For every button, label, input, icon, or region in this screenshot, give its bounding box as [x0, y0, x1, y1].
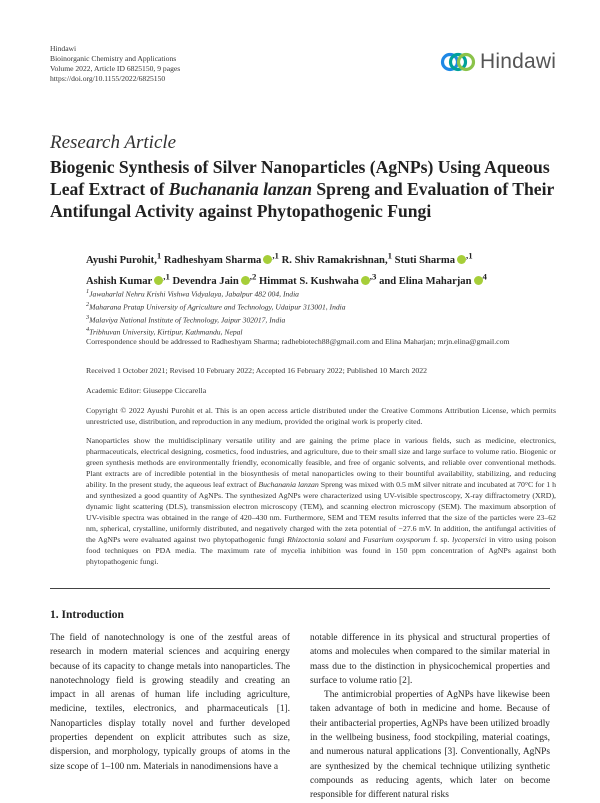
title-part-1: Biogenic Synthesis of Silver Nanoparticles (AgNPs) Using Aqueous Leaf Extract of — [50, 157, 550, 199]
abstract: Nanoparticles show the multidisciplinary versatile utility and are gaining the prime place in various fields, such as medicine, electronics, pharmaceuticals, electrical designing, cosmetics, food industries, and agriculture, due to their small size and large surface to volume ratio. Biogenic or green synthesis methods are environmentally friendly, economically feasible, and free of organic solvents, and reliable over conventional methods. Plant extracts are of incredible potential in the biosynthesis of metal nanoparticles owing to their bountiful availability, stabilizing, and reducing ability. In the present study, the aqueous leaf extract of Buchanania lanzan Spreng was mixed with 0.5 mM silver nitrate and incubated at 70°C for 1 h and synthesized a good quantity of AgNPs. The synthesized AgNPs were characterized using UV-visible spectroscopy, X-ray diffractometry (XRD), dynamic light scattering (DLS), transmission electron microscopy (TEM), and scanning electron microscopy (SEM). The maximum absorption of UV-visible spectra was obtained in the range of 420–430 nm. Furthermore, SEM and TEM results inferred that the size of the particles were 23–62 nm, spherical, crystalline, uniformly distributed, and negatively charged with the zeta potential of −27.6 mV. In addition, the antifungal activities of the AgNPs were evaluated against two phytopathogenic fungi Rhizoctonia solani and Fusarium oxysporum f. sp. lycopersici in vitro using poison food techniques on PDA media. The maximum rate of mycelia inhibition was found in 150 ppm concentration of AgNPs against both phytopathogenic fungi. — [86, 436, 556, 566]
orcid-icon[interactable] — [241, 276, 250, 285]
paper-title — [50, 156, 570, 222]
orcid-icon[interactable] — [457, 255, 466, 264]
publication-dates: Received 1 October 2021; Revised 10 February 2022; Accepted 16 February 2022; Published 10 March 2022 — [86, 366, 428, 375]
publisher-name: Hindawi — [50, 44, 77, 53]
copyright-notice: Copyright © 2022 Ayushi Purohit et al. This is an open access article distributed under the Creative Commons Attribution License, which permits unrestricted use, distribution, and reproduction in any medium, provided the original work is properly cited. — [86, 406, 556, 426]
section-divider — [50, 588, 550, 589]
author: Devendra Jain $^{,2}$ — [172, 271, 257, 288]
logo-text: Hindawi — [480, 50, 557, 73]
affiliation: $^2$Maharana Pratap University of Agriculture and Technology, Udaipur 313001, India — [86, 300, 346, 312]
section-heading: 1. Introduction — [50, 609, 124, 621]
hindawi-logo-icon — [440, 47, 476, 77]
intro-column-left — [50, 631, 290, 791]
affiliation: $^3$Malaviya National Institute of Technology, Jaipur 302017, India — [86, 313, 286, 325]
orcid-icon[interactable] — [474, 276, 483, 285]
affiliations — [86, 287, 346, 338]
journal-info — [50, 44, 180, 84]
affiliation: $^4$Tribhuvan University, Kirtipur, Kathmandu, Nepal — [86, 326, 243, 338]
author: Stuti Sharma $^{,1}$ — [394, 250, 473, 266]
publisher-logo — [440, 47, 556, 77]
orcid-icon[interactable] — [361, 276, 370, 285]
author: Ashish Kumar $^{,1}$ — [86, 271, 170, 288]
paragraph: notable difference in its physical and structural properties of atoms and molecules when compared to the similar material in mass due to the distinction in physicochemical properties and surface to volume ratio [2]. — [310, 633, 550, 686]
title-part-2: Spreng and Evaluation of Their Antifungal Activity against Phytopathogenic Fungi — [50, 179, 554, 221]
author: and Elina Maharjan $^4$ — [379, 271, 487, 288]
author: Ayushi Purohit,$^1$ — [86, 250, 162, 266]
author: Radheshyam Sharma $^{,1}$ — [163, 250, 279, 266]
orcid-icon[interactable] — [154, 276, 163, 285]
volume-line: Volume 2022, Article ID 6825150, 9 pages — [50, 64, 181, 73]
paragraph: The antimicrobial properties of AgNPs have likewise been taken advantage of both in medicine and home. Because of their antibacterial properties, AgNPs have been utilized broadly in the wellbeing business, food stockpiling, material coatings, and numerous natural applications [3]. Conventionally, AgNPs are synthesized by the chemical technique utilizing synthetic compounds as reducing agents, which later on become responsible for different natural risks — [310, 690, 550, 801]
author-list — [86, 247, 556, 290]
author: R. Shiv Ramakrishnan,$^1$ — [281, 250, 393, 266]
author: Himmat S. Kushwaha $^{,3}$ — [259, 271, 377, 288]
orcid-icon[interactable] — [263, 255, 272, 264]
intro-column-right — [310, 631, 550, 801]
doi-link[interactable]: https://doi.org/10.1155/2022/6825150 — [50, 74, 166, 83]
journal-name: Bioinorganic Chemistry and Applications — [50, 54, 177, 63]
academic-editor: Academic Editor: Giuseppe Ciccarella — [86, 386, 207, 395]
title-species: Buchanania lanzan — [168, 179, 312, 199]
paragraph: The field of nanotechnology is one of the zestful areas of research in modern material sciences and acquiring energy because of its capacity to change metals into nanoparticles. The nanotechnology field is growing steadily and creating an impact in all arenas of human life including agriculture, medicine, textiles, electronics, and pharmaceuticals [1]. Nanoparticles display totally novel and further developed properties dependent on explicit attributes such as size, dispersion, and morphology, typically groups of atoms in the size scope of 1–100 nm. Materials in nanodimensions have a — [50, 633, 290, 772]
article-type: Research Article — [50, 132, 177, 153]
affiliation: $^1$Jawaharlal Nehru Krishi Vishwa Vidyalaya, Jabalpur 482 004, India — [86, 288, 299, 299]
correspondence: Correspondence should be addressed to Radheshyam Sharma; radhebiotech88@gmail.com and Elina Maharjan; mrjn.elina@gmail.com — [86, 337, 510, 346]
